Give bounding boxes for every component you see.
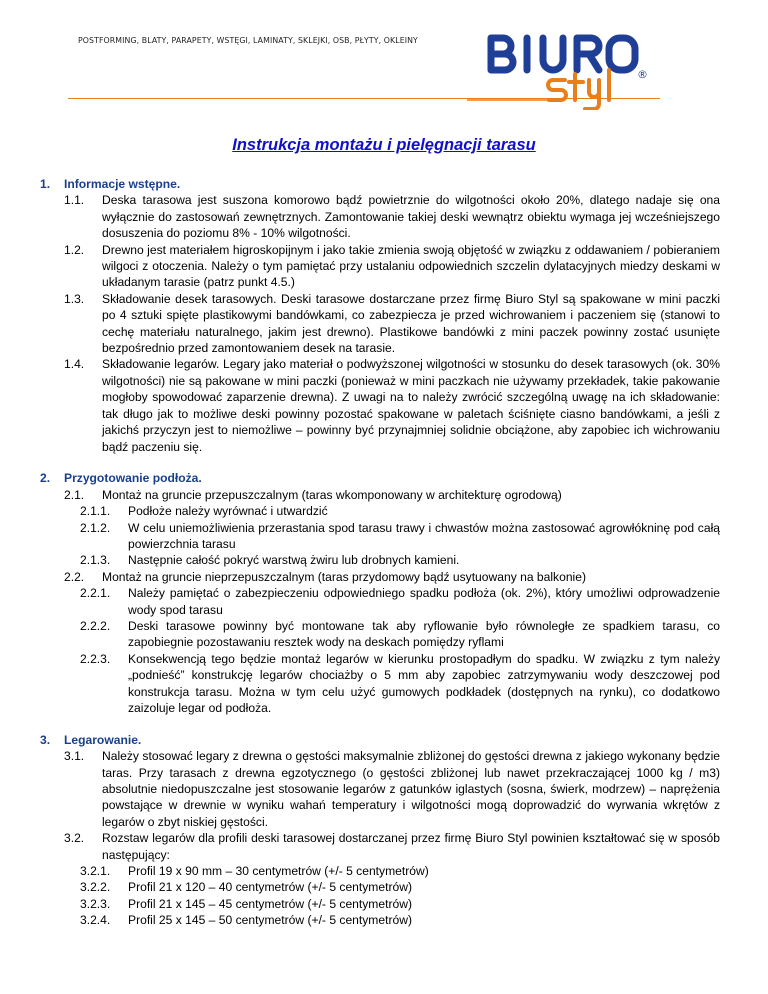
list-item [40, 748, 720, 830]
item-text: Podłoże należy wyrównać i utwardzić [128, 504, 328, 519]
item-text: Rozstaw legarów dla profili deski tarasowej dostarczanej przez firmę Biuro Styl powinien kształtować się w sposób następujący: [102, 831, 720, 862]
item-text: Konsekwencją tego będzie montaż legarów w kierunku prostopadłym do spadku. W związku z tym należy „podnieść” konstrukcję legarów chociażby o 5 mm aby zapobiec zatrzymywaniu wody deszczowej pod konstrukcja tarasu. Można w tym celu użyć gumowych podkładek (dostępnych na rynku), co dodatkowo zaizoluje legar od podłoża. [128, 651, 720, 715]
section-2 [40, 470, 720, 716]
item-number: 1.2. [64, 242, 85, 257]
item-text: Profil 21 x 120 – 40 centymetrów (+/- 5 centymetrów) [128, 880, 412, 895]
sub-list-item [40, 618, 720, 651]
item-number: 2.1.2. [80, 520, 111, 535]
item-text: Deski tarasowe powinny być montowane tak aby ryflowanie było równoległe ze spadkiem tarasu, co zapobiegnie pozostawaniu resztek wody na deskach pomiędzy ryflami [128, 618, 720, 650]
sub-list-item [40, 520, 720, 553]
logo-styl-letters [548, 70, 609, 109]
item-number: 3.2.1. [80, 864, 111, 879]
item-text: Montaż na gruncie przepuszczalnym (taras wkomponowany w architekturę ogrodową) [102, 487, 562, 502]
section-3 [40, 732, 720, 929]
sub-list-item [40, 651, 720, 717]
logo-biuro-letters [491, 38, 635, 70]
sub-list-item [40, 879, 720, 895]
item-number: 2.2.1. [80, 586, 111, 601]
item-number: 2.2.2. [80, 618, 111, 633]
company-tagline: POSTFORMING, BLATY, PARAPETY, WSTĘGI, LAMINATY, SKLEJKI, OSB, PŁYTY, OKLEINY [78, 36, 418, 45]
sub-list-item [40, 896, 720, 912]
item-number: 2.1. [64, 487, 85, 502]
list-item [40, 242, 720, 291]
item-text: W celu uniemożliwienia przerastania spod tarasu trawy i chwastów można zastosować agrowłókninę pod całą powierzchnia tarasu [128, 520, 720, 551]
sub-list-item [40, 863, 720, 879]
item-text: Montaż na gruncie nieprzepuszczalnym (taras przydomowy bądź usytuowany na balkonie) [102, 569, 586, 584]
sub-list-item [40, 503, 720, 519]
item-number: 2.2. [64, 569, 85, 584]
section-title: Przygotowanie podłoża. [64, 471, 202, 486]
document-title: Instrukcja montażu i pielęgnacji tarasu [232, 136, 536, 154]
sub-list-item [40, 912, 720, 928]
item-text: Profil 19 x 90 mm – 30 centymetrów (+/- 5 centymetrów) [128, 864, 429, 879]
header-divider [68, 98, 660, 99]
section-heading [40, 176, 720, 192]
section-title: Legarowanie. [64, 732, 142, 747]
list-item [40, 487, 720, 503]
section-number: 2. [40, 471, 51, 486]
list-item [40, 356, 720, 454]
sub-list-item [40, 585, 720, 618]
logo-registered-mark: ® [637, 68, 648, 81]
item-number: 3.1. [64, 749, 85, 764]
item-number: 1.1. [64, 193, 85, 208]
section-number: 3. [40, 732, 51, 747]
item-number: 3.2.2. [80, 880, 111, 895]
item-number: 3.2.3. [80, 896, 111, 911]
item-number: 1.4. [64, 357, 85, 372]
section-1 [40, 176, 720, 455]
section-heading [40, 470, 720, 486]
sub-list-item [40, 552, 720, 568]
item-text: Profil 21 x 145 – 45 centymetrów (+/- 5 centymetrów) [128, 896, 412, 911]
item-number: 1.3. [64, 291, 85, 306]
document-body [40, 176, 720, 944]
list-item [40, 569, 720, 585]
item-text: Należy stosować legary z drewna o gęstości maksymalnie zbliżonej do gęstości drewna z jakiego wykonany będzie taras. Przy tarasach z drewna egzotycznego (o gęstości zbliżonej lub nawet przekraczającej 1000 kg / m3) absolutnie niedopuszczalne jest stosowanie legarów z gatunków iglastych (sosna, świerk, modrzew) – naprężenia powstające w drewnie w wyniku wahań temperatury i wilgotności mogą doprowadzić do wyrwania wkrętów z legarów o zbyt niskiej gęstości. [102, 749, 720, 829]
item-number: 2.1.1. [80, 504, 111, 519]
item-number: 2.1.3. [80, 553, 111, 568]
list-item [40, 830, 720, 863]
item-text: Należy pamiętać o zabezpieczeniu odpowiedniego spadku podłoża (ok. 2%), który umożliwi odprowadzenie wody spod tarasu [128, 586, 720, 617]
item-number: 3.2.4. [80, 913, 111, 928]
item-text: Drewno jest materiałem higroskopijnym i jako takie zmienia swoją objętość w związku z oddawaniem / pobieraniem wilgoci z otoczenia. Należy o tym pamiętać przy ustalaniu odpowiednich szczelin dylatacyjnych miedzy deskami w układanym tarasie (patrz punkt 4.5.) [102, 242, 720, 290]
item-number: 2.2.3. [80, 651, 111, 666]
list-item [40, 291, 720, 357]
section-number: 1. [40, 177, 51, 191]
list-item [40, 192, 720, 241]
item-text: Deska tarasowa jest suszona komorowo bądź powietrznie do wilgotności około 20%, dlatego nadaje się ona wyłącznie do zastosowań zewnętrznych. Zamontowanie takiej deski wewnątrz obiektu wymaga jej wcześniejszego dosuszenia do poziomu 8% - 10% wilgotności. [102, 193, 720, 241]
item-text: Składowanie desek tarasowych. Deski tarasowe dostarczane przez firmę Biuro Styl są spakowane w mini paczki po 4 sztuki spięte plastikowymi bandówkami, co zabezpiecza je przed wichrowaniem i paczeniem się (stanowi to cechę materiału naturalnego, jakim jest drewno). Plastikowe bandówki z mini paczek powinny zostać usunięte bezpośrednio przed zamontowaniem desek na tarasie. [102, 291, 720, 356]
item-text: Następnie całość pokryć warstwą żwiru lub drobnych kamieni. [128, 553, 460, 568]
section-heading [40, 732, 720, 748]
section-title: Informacje wstępne. [64, 177, 181, 191]
item-text: Profil 25 x 145 – 50 centymetrów (+/- 5 centymetrów) [128, 913, 412, 928]
item-text: Składowanie legarów. Legary jako materiał o podwyższonej wilgotności w stosunku do desek tarasowych (ok. 30% wilgotności) nie są pakowane w mini paczki (ponieważ w mini paczkach nie używamy przekładek, takie pakowanie mogłoby spowodować zaparzenie drewna). Z uwagi na to należy zwrócić szczególną uwagę na ich składowanie: tak długo jak to możliwe deski powinny pozostać spakowane w paletach ściśnięte ciasno bandówkami, a jeśli z jakichś przyczyn jest to niemożliwe – powinny być przynajmniej solidnie obciążone, aby zapobiec ich wichrowaniu bądź paczeniu się. [102, 357, 720, 454]
item-number: 3.2. [64, 831, 85, 846]
